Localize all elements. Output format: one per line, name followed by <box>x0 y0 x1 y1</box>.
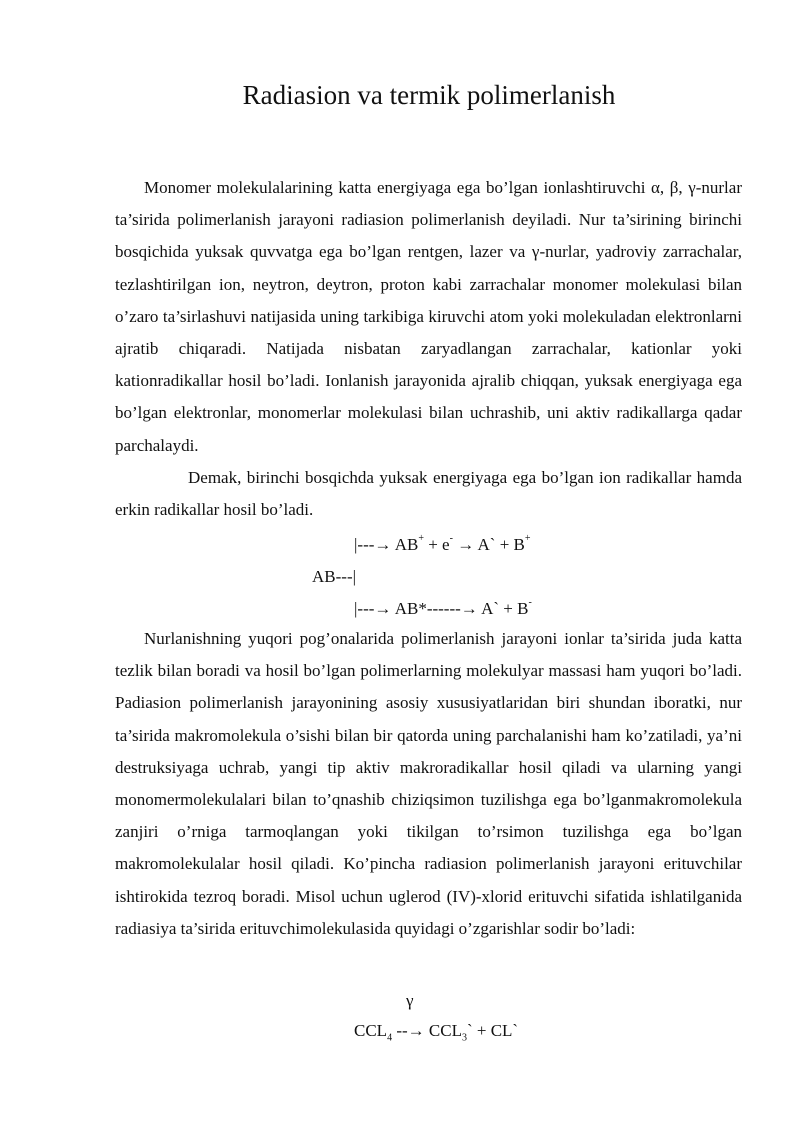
eq3-charge-minus: - <box>528 597 532 609</box>
paragraph-1: Monomer molekulalarining katta energiyaga ega bo’lgan ionlashtiruvchi α, β, γ-nurlar ta’sirida polimerlanish jarayoni radiasion polimerlanish deyiladi. Nur ta’sirining birinchi bosqichida yuksak quvvatga ega bo’lgan rentgen, lazer va γ-nurlar, yadroviy zarrachalar, tezlashtirilgan ion, neytron, deytron, proton kabi zarrachalar monomer molekulasi bilan o’zaro ta’sirlashuvi natijasida uning tarkibiga kiruvchi atom yoki molekuladan elektronlarni ajratib chiqaradi. Natijada nisbatan zaryadlangan zarrachalar, kationlar yoki kationradikallar hosil bo’ladi. Ionlanish jarayonida ajralib chiqqan, yuksak energiyaga ega bo’lgan elektronlar, monomerlar molekulasi bilan uchrashib, uni aktiv radikallarga qadar parchalaydi. <box>115 178 742 455</box>
eq3-text: |---→ AB*------→ A` + B <box>354 599 529 618</box>
eq1-text-b: + e <box>423 535 450 554</box>
ccl4-reaction <box>354 1019 518 1043</box>
reaction-scheme-line-3 <box>354 597 532 621</box>
paragraph-3: Nurlanishning yuqori pog’onalarida polimerlanish jarayoni ionlar ta’sirida juda katta tezlik bilan boradi va hosil bo’lgan polimerlarning molekulyar massasi ham yuqori bo’ladi. Padiasion polimerlanish jarayonining asosiy xususiyatlaridan biri shundan iboratki, nur ta’sirida makromolekula o’sishi bilan bir qatorda uning parchalanishi ham ko’zatiladi, ya’ni destruksiyaga uchrab, yangi tip aktiv makroradikallar hosil qiladi va ularning yangi monomermolekulalari bilan to’qnashib chiziqsimon tuzilishga ega bo’lganmakromolekula zanjiri o’rniga tarmoqlangan yoki tikilgan to’rsimon tuzilishga ega bo’lgan makromolekulalar hosil qiladi. Ko’pincha radiasion polimerlanish jarayoni erituvchilar ishtirokida tezroq boradi. Misol uchun uglerod (IV)-xlorid erituvchi sifatida ishlatilganida radiasiya ta’sirida erituvchimolekulasida quyidagi o’zgarishlar sodir bo’ladi: <box>115 629 742 938</box>
eq1-charge-minus: - <box>449 533 453 545</box>
eq1-charge-plus: + <box>418 533 424 545</box>
paragraph-2: Demak, birinchi bosqichda yuksak energiyaga ega bo’lgan ion radikallar hamda erkin radikallar hosil bo’ladi. <box>115 468 742 520</box>
eq1-text-c: → A` + B <box>452 535 525 554</box>
reaction-scheme-line-1 <box>354 533 531 557</box>
ccl4-text: CCL <box>354 1021 388 1040</box>
ccl3-subscript: 3 <box>461 1032 467 1044</box>
page-title: Radiasion va termik polimerlanish <box>242 80 616 110</box>
eq1-text-a: |---→ AB <box>354 535 419 554</box>
gamma-symbol: γ <box>406 991 414 1010</box>
ccl4-arrow: --→ CCL <box>392 1021 462 1040</box>
ccl4-products: ` + CL` <box>466 1021 519 1040</box>
eq1-charge-plus-2: + <box>524 533 531 545</box>
reaction-scheme-line-2: AB---| <box>312 567 357 586</box>
ccl4-subscript: 4 <box>387 1032 393 1044</box>
